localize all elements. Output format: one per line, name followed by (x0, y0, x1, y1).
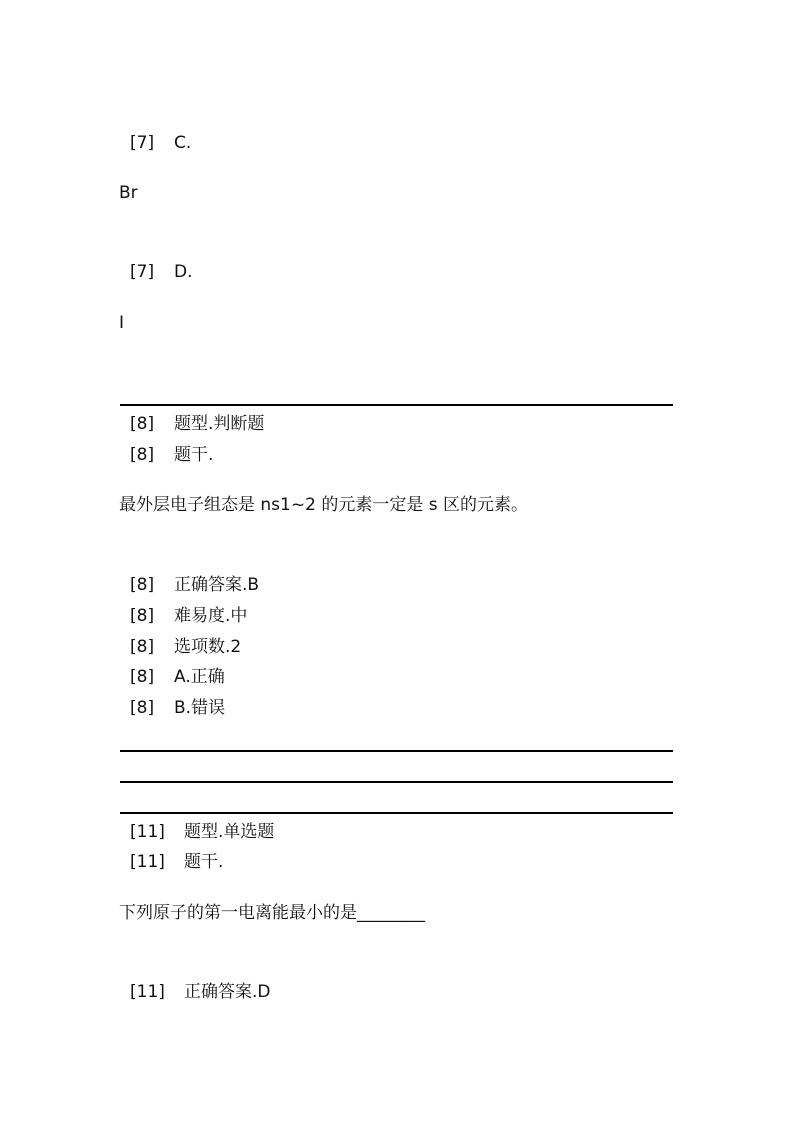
q7-option-c-tag: [7] (130, 133, 155, 153)
section-divider (120, 404, 673, 406)
q8-option-a: A.正确 (174, 667, 225, 687)
q7-option-c-label: C. (174, 133, 192, 153)
q7-option-d-text: I (119, 313, 125, 333)
q7-option-c-text: Br (119, 183, 138, 203)
section-divider (120, 750, 673, 752)
q8-option-b: B.错误 (174, 698, 226, 718)
q11-stem-tag: [11] (130, 852, 165, 872)
q8-type: 题型.判断题 (174, 414, 265, 434)
q11-answer-tag: [11] (130, 982, 165, 1002)
q8-option-count-tag: [8] (130, 637, 155, 657)
q8-option-a-tag: [8] (130, 667, 155, 687)
q8-difficulty-tag: [8] (130, 606, 155, 626)
q7-option-d-label: D. (174, 262, 193, 282)
q8-stem-label: 题干. (174, 445, 214, 465)
q8-stem: 最外层电子组态是 ns1~2 的元素一定是 s 区的元素。 (119, 495, 528, 515)
q11-stem: 下列原子的第一电离能最小的是________ (119, 903, 425, 923)
q8-option-b-tag: [8] (130, 698, 155, 718)
q11-stem-label: 题干. (184, 852, 224, 872)
q8-answer-tag: [8] (130, 575, 155, 595)
q7-option-d-tag: [7] (130, 262, 155, 282)
q11-type-tag: [11] (130, 822, 165, 842)
q11-type: 题型.单选题 (184, 822, 275, 842)
q8-stem-tag: [8] (130, 445, 155, 465)
section-divider (120, 781, 673, 783)
section-divider (120, 812, 673, 814)
q8-difficulty: 难易度.中 (174, 606, 248, 626)
q11-answer: 正确答案.D (184, 982, 271, 1002)
q8-option-count: 选项数.2 (174, 637, 242, 657)
q8-answer: 正确答案.B (174, 575, 260, 595)
q8-type-tag: [8] (130, 414, 155, 434)
